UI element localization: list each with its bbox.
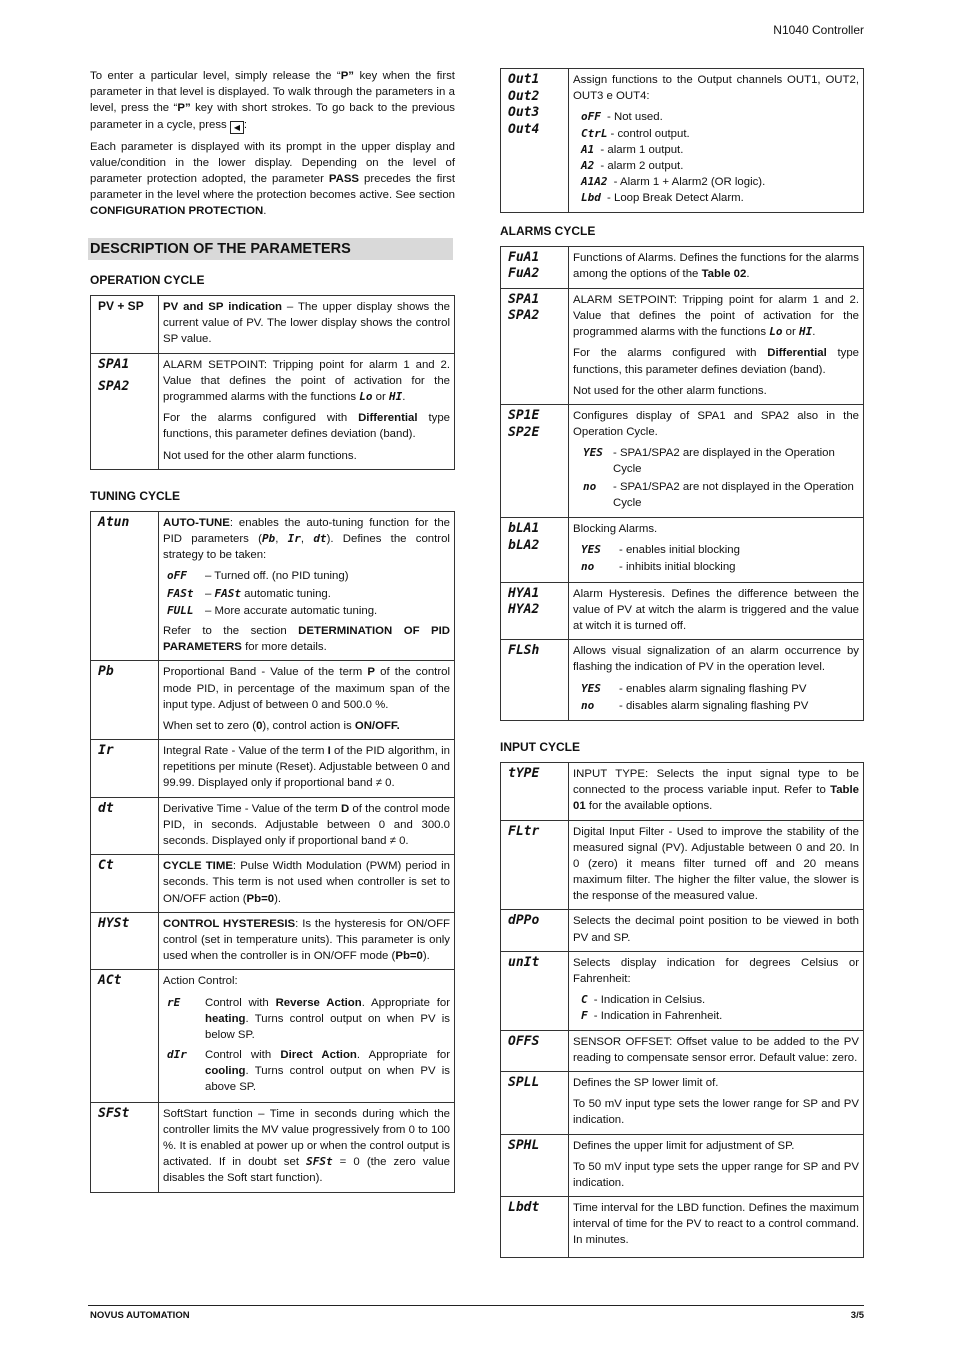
param-description: Allows visual signalization of an alarm occurrence by flashing the indication of PV in the operation level. YES - enables alarm signaling flashing PV no - disables alarm signaling flashing PV — [569, 640, 864, 721]
param-key: OFFS — [501, 1030, 569, 1071]
table-row — [501, 1197, 864, 1258]
param-key: Pb — [91, 661, 159, 740]
param-key: Ir — [91, 740, 159, 798]
param-key: SPA1 SPA2 — [501, 288, 569, 404]
param-key: SPLL — [501, 1071, 569, 1134]
param-description: INPUT TYPE: Selects the input signal type to be connected to the process variable input. Refer to Table 01 for the available options. — [569, 762, 864, 820]
param-description: Integral Rate - Value of the term I of the PID algorithm, in repetitions per minute (Reset). Adjustable between 0 and 99.99. Displayed only if proportional band ≠ 0. — [159, 740, 455, 798]
intro-paragraph-1: To enter a particular level, simply release the “P” key when the first parameter in that level is displayed. To walk through the parameters in a level, press the “P” key with short strokes. To go back to the previous parameter in a cycle, press ◀ : — [90, 70, 455, 132]
intro-paragraph-2: Each parameter is displayed with its prompt in the upper display and value/condition in the lower display. Depending on the level of parameter protection adopted, the parameter PASS precedes the first parameter in the level where the protection becomes active. See section CONFIGURATION PROTECTION. — [90, 140, 455, 218]
option-row: F - Indication in Fahrenheit. — [581, 1009, 723, 1023]
param-description: AUTO-TUNE: enables the auto-tuning function for the PID parameters (Pb, Ir, dt). Defines the control strategy to be taken: oFF – Turned off. (no PID tuning) FASt – FASt automatic tuning. FULL – More accurate automatic tuning. Refer to the section DETERMINATION OF PID PARAMETERS for more details. — [159, 511, 455, 661]
table-row — [501, 404, 864, 517]
param-description: Defines the upper limit for adjustment of SP. To 50 mV input type sets the upper range for SP and PV indication. — [569, 1134, 864, 1197]
table-row — [501, 910, 864, 951]
option-row: A2 - alarm 2 output. — [581, 158, 684, 172]
option-row: oFF - Not used. — [581, 110, 663, 124]
footer-divider — [88, 1305, 864, 1306]
left-triangle-key-icon: ◀ — [230, 121, 244, 134]
param-key: Out1 Out2 Out3 Out4 — [501, 69, 569, 213]
option-row: no - SPA1/SPA2 are not displayed in the Operation Cycle — [583, 479, 854, 509]
option-row: YES - SPA1/SPA2 are displayed in the Operation Cycle — [583, 446, 835, 476]
param-key: PV + SP — [91, 296, 159, 354]
param-description: SENSOR OFFSET: Offset value to be added to the PV reading to compensate sensor error. Default value: zero. — [569, 1030, 864, 1071]
alarms-cycle-heading: ALARMS CYCLE — [500, 223, 596, 238]
param-key: HYSt — [91, 912, 159, 970]
table-row — [91, 296, 455, 354]
param-key: ACt — [91, 970, 159, 1102]
option-row: rE Control with Reverse Action. Appropriate for heating. Turns control output on when PV is below SP. — [167, 995, 450, 1041]
table-row — [91, 511, 455, 661]
param-key: tYPE — [501, 762, 569, 820]
param-description: Digital Input Filter - Used to improve the stability of the measured signal (PV). Adjustable between 0 and 20. In 0 (zero) it means filter turned off and 20 means maximum filter. The higher the filter value, the slower is the response of the measured value. — [569, 820, 864, 910]
table-row — [501, 69, 864, 213]
option-row: CtrL - control output. — [581, 126, 690, 140]
option-row: oFF – Turned off. (no PID tuning) — [167, 569, 349, 583]
param-description: Defines the SP lower limit of. To 50 mV input type sets the lower range for SP and PV indication. — [569, 1071, 864, 1134]
table-row — [501, 820, 864, 910]
table-row — [501, 1134, 864, 1197]
table-row — [91, 740, 455, 798]
param-description: ALARM SETPOINT: Tripping point for alarm 1 and 2. Value that defines the point of activation for the programmed alarms with the functions Lo or HI. For the alarms configured with Differential type functions, this parameter defines deviation (band). Not used for the other alarm functions. — [569, 288, 864, 404]
param-key: SPA1 SPA2 — [91, 353, 159, 469]
table-row — [501, 951, 864, 1030]
running-header: N1040 Controller — [773, 23, 864, 37]
param-description: Time interval for the LBD function. Defines the maximum interval of time for the PV to react to a control command. In minutes. — [569, 1197, 864, 1258]
option-row: YES - enables alarm signaling flashing PV — [581, 681, 807, 695]
param-description: Alarm Hysteresis. Defines the difference between the value of PV at witch the alarm is triggered and the value at witch it is turned off. — [569, 582, 864, 640]
param-description: Action Control: rE Control with Reverse Action. Appropriate for heating. Turns control output on when PV is below SP. dIr Control with Direct Action. Appropriate for cooling. Turns control output on when PV is above SP. — [159, 970, 455, 1102]
table-row — [501, 246, 864, 288]
param-key: dt — [91, 797, 159, 855]
output-table — [500, 68, 864, 213]
footer-page-number: 3/5 — [850, 1310, 864, 1321]
param-key: FuA1 FuA2 — [501, 246, 569, 288]
param-description: Proportional Band - Value of the term P of the control mode PID, in percentage of the maximum span of the input type. Adjust of between 0 and 500.0 %. When set to zero (0), control action is ON/OFF. — [159, 661, 455, 740]
param-description: CYCLE TIME: Pulse Width Modulation (PWM) period in seconds. This term is not used when controller is set to ON/OFF action (Pb=0). — [159, 855, 455, 913]
option-row: no - disables alarm signaling flashing PV — [581, 698, 809, 712]
param-description: Configures display of SPA1 and SPA2 also in the Operation Cycle. YES - SPA1/SPA2 are displayed in the Operation Cycle no - SPA1/SPA2 are not displayed in the Operation Cycle — [569, 404, 864, 517]
option-row: no - inhibits initial blocking — [581, 560, 736, 574]
param-description: Blocking Alarms. YES - enables initial blocking no - inhibits initial blocking — [569, 518, 864, 583]
right-column — [500, 68, 864, 1258]
param-description: Derivative Time - Value of the term D of the control mode PID, in seconds. Adjustable between 0 and 300.0 seconds. Displayed only if proportional band ≠ 0. — [159, 797, 455, 855]
table-row — [501, 1071, 864, 1134]
alarms-cycle-table — [500, 246, 864, 721]
option-row: FULL – More accurate automatic tuning. — [167, 603, 378, 617]
param-description: Selects the decimal point position to be viewed in both PV and SP. — [569, 910, 864, 951]
param-key: SPHL — [501, 1134, 569, 1197]
operation-cycle-table — [90, 295, 455, 470]
table-row — [91, 1102, 455, 1192]
table-row — [501, 762, 864, 820]
footer-company: NOVUS AUTOMATION — [90, 1310, 190, 1321]
param-key: FLSh — [501, 640, 569, 721]
param-description: PV and SP indication – The upper display shows the current value of PV. The lower display shows the control SP value. — [159, 296, 455, 354]
param-key: dPPo — [501, 910, 569, 951]
table-row — [501, 518, 864, 583]
table-row — [91, 855, 455, 913]
param-description: Selects display indication for degrees Celsius or Fahrenheit: C - Indication in Celsius. F - Indication in Fahrenheit. — [569, 951, 864, 1030]
option-row: Lbd - Loop Break Detect Alarm. — [581, 191, 744, 205]
param-description: SoftStart function – Time in seconds during which the controller limits the MV value progressively from 0 to 100 %. It is enabled at power up or when the control output is activated. If in doubt set SFSt = 0 (the zero value disables the Soft start function). — [159, 1102, 455, 1192]
option-row: C - Indication in Celsius. — [581, 993, 706, 1007]
table-row — [501, 288, 864, 404]
option-row: YES - enables initial blocking — [581, 543, 740, 557]
param-key: unIt — [501, 951, 569, 1030]
table-row — [91, 353, 455, 469]
table-row — [501, 1030, 864, 1071]
table-row — [91, 661, 455, 740]
param-key: Lbdt — [501, 1197, 569, 1258]
param-description: Assign functions to the Output channels OUT1, OUT2, OUT3 e OUT4: oFF - Not used. CtrL - control output. A1 - alarm 1 output. A2 - alarm 2 output. A1A2 - Alarm 1 + Alarm2 (OR logic). Lbd - Loop Break Detect Alarm. — [569, 69, 864, 213]
param-key: FLtr — [501, 820, 569, 910]
input-cycle-table — [500, 762, 864, 1258]
option-row: dIr Control with Direct Action. Appropriate for cooling. Turns control output on when PV is above SP. — [167, 1048, 450, 1094]
operation-cycle-heading: OPERATION CYCLE — [90, 273, 205, 288]
param-key: bLA1 bLA2 — [501, 518, 569, 583]
table-row — [91, 912, 455, 970]
param-key: Ct — [91, 855, 159, 913]
param-key: SP1E SP2E — [501, 404, 569, 517]
option-row: FASt – FASt automatic tuning. — [167, 586, 331, 600]
table-row — [501, 640, 864, 721]
param-key: HYA1 HYA2 — [501, 582, 569, 640]
param-description: CONTROL HYSTERESIS: Is the hysteresis for ON/OFF control (set in temperature units). This parameter is only used when the controller is in ON/OFF mode (Pb=0). — [159, 912, 455, 970]
param-description: ALARM SETPOINT: Tripping point for alarm 1 and 2. Value that defines the point of activation for the programmed alarms with the functions Lo or HI. For the alarms configured with Differential type functions, this parameter defines deviation (band). Not used for the other alarm functions. — [159, 353, 455, 469]
option-row: A1 - alarm 1 output. — [581, 142, 684, 156]
table-row — [91, 970, 455, 1102]
option-row: A1A2 - Alarm 1 + Alarm2 (OR logic). — [581, 175, 766, 189]
table-row — [91, 797, 455, 855]
left-column — [90, 68, 455, 1193]
section-heading: DESCRIPTION OF THE PARAMETERS — [88, 238, 453, 261]
param-description: Functions of Alarms. Defines the functions for the alarms among the options of the Table 02. — [569, 246, 864, 288]
input-cycle-heading: INPUT CYCLE — [500, 739, 581, 754]
tuning-cycle-table — [90, 511, 455, 1193]
param-key: Atun — [91, 511, 159, 661]
tuning-cycle-heading: TUNING CYCLE — [90, 488, 180, 503]
table-row — [501, 582, 864, 640]
param-key: SFSt — [91, 1102, 159, 1192]
